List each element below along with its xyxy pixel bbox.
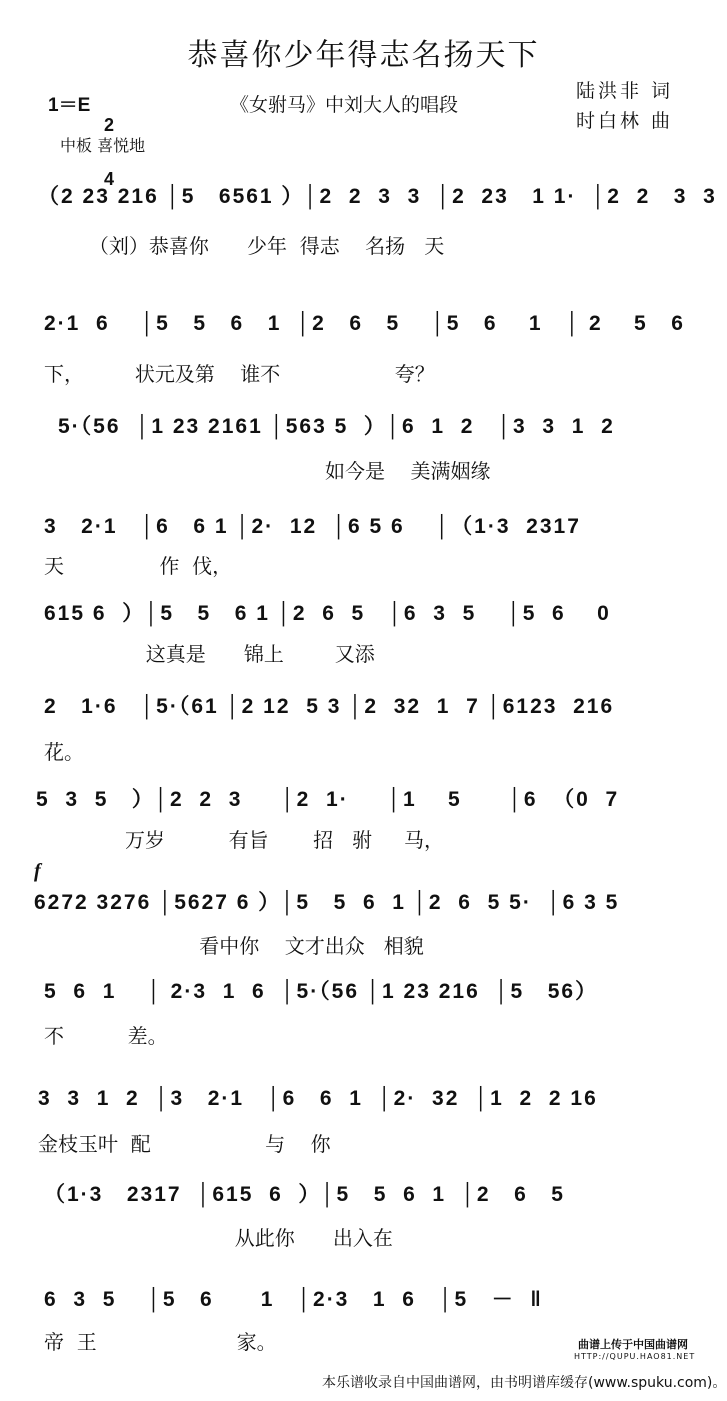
- lyric-line: 下， 状元及第 谁不 夸？: [44, 362, 435, 386]
- notation-line: 615 6 ）│5 5 6 1 │2 6 5 │6 3 5 │5 6 0: [44, 602, 611, 625]
- tempo-marking: 中板 喜悦地: [60, 136, 146, 155]
- lyric-line: 天 作 伐，: [44, 554, 233, 578]
- notation-line: （2 23 216 │5 6561 ）│2 2 3 3 │2 23 1 1· │2 2 3 3: [38, 185, 717, 208]
- lyric-line: 花。: [44, 740, 84, 764]
- watermark-url: HTTP://QUPU.HAO81.NET: [574, 1352, 696, 1361]
- composer-credit: 时白林 曲: [576, 110, 674, 132]
- time-signature-top: 2: [104, 115, 115, 135]
- lyric-line: 从此你 出入在: [44, 1226, 393, 1250]
- notation-line: 6 3 5 │5 6 1 │2·3 1 6 │5 － ‖: [44, 1288, 543, 1311]
- notation-line: 2 1·6 │5·（61 │2 12 5 3 │2 32 1 7 │6123 216: [44, 695, 615, 718]
- watermark-text: 曲谱上传于中国曲谱网: [578, 1338, 688, 1351]
- lyric-line: （刘）恭喜你 少年 得志 名扬 天: [38, 234, 445, 258]
- notation-line: 5 6 1 │ 2·3 1 6 │5·（56 │1 23 216 │5 56）: [44, 980, 599, 1003]
- subtitle: 《女驸马》中刘大人的唱段: [230, 94, 459, 116]
- notation-line: 3 2·1 │6 6 1 │2· 12 │6 5 6 │（1·3 2317: [44, 515, 581, 538]
- lyric-line: 金枝玉叶 配 与 你: [38, 1132, 331, 1156]
- page-title: 恭喜你少年得志名扬天下: [187, 38, 540, 73]
- dynamic-marking: f: [34, 860, 41, 882]
- lyric-line: 帝 王 家。: [44, 1330, 277, 1354]
- notation-line: 2·1 6 │5 5 6 1 │2 6 5 │5 6 1 │ 2 5 6: [44, 312, 685, 335]
- footer-note: 本乐谱收录自中国曲谱网，由书明谱库缓存(www.spuku.com)。: [322, 1375, 727, 1391]
- notation-line: 6272 3276 │5627 6 ）│5 5 6 1 │2 6 5 5· │6 3 5: [34, 891, 620, 914]
- key-signature: 1＝E: [48, 95, 91, 116]
- lyric-line: 这真是 锦上 又添: [44, 642, 375, 666]
- notation-line: 5·（56 │1 23 2161 │563 5 ）│6 1 2 │3 3 1 2: [58, 415, 615, 438]
- notation-line: （1·3 2317 │615 6 ）│5 5 6 1 │2 6 5: [44, 1183, 565, 1206]
- notation-line: 3 3 1 2 │3 2·1 │6 6 1 │2· 32 │1 2 2 16: [38, 1087, 598, 1110]
- notation-line: 5 3 5 ）│2 2 3 │2 1· │1 5 │6 （0 7: [36, 788, 620, 811]
- lyric-line: 万岁 有旨 招 驸 马，: [36, 828, 444, 852]
- lyric-line: 看中你 文才出众 相貌: [34, 934, 424, 958]
- lyric-line: 不 差。: [44, 1024, 168, 1048]
- lyric-line: 如今是 美满姻缘: [58, 459, 491, 483]
- time-signature-bottom: 4: [104, 169, 115, 189]
- lyricist-credit: 陆洪非 词: [576, 80, 674, 102]
